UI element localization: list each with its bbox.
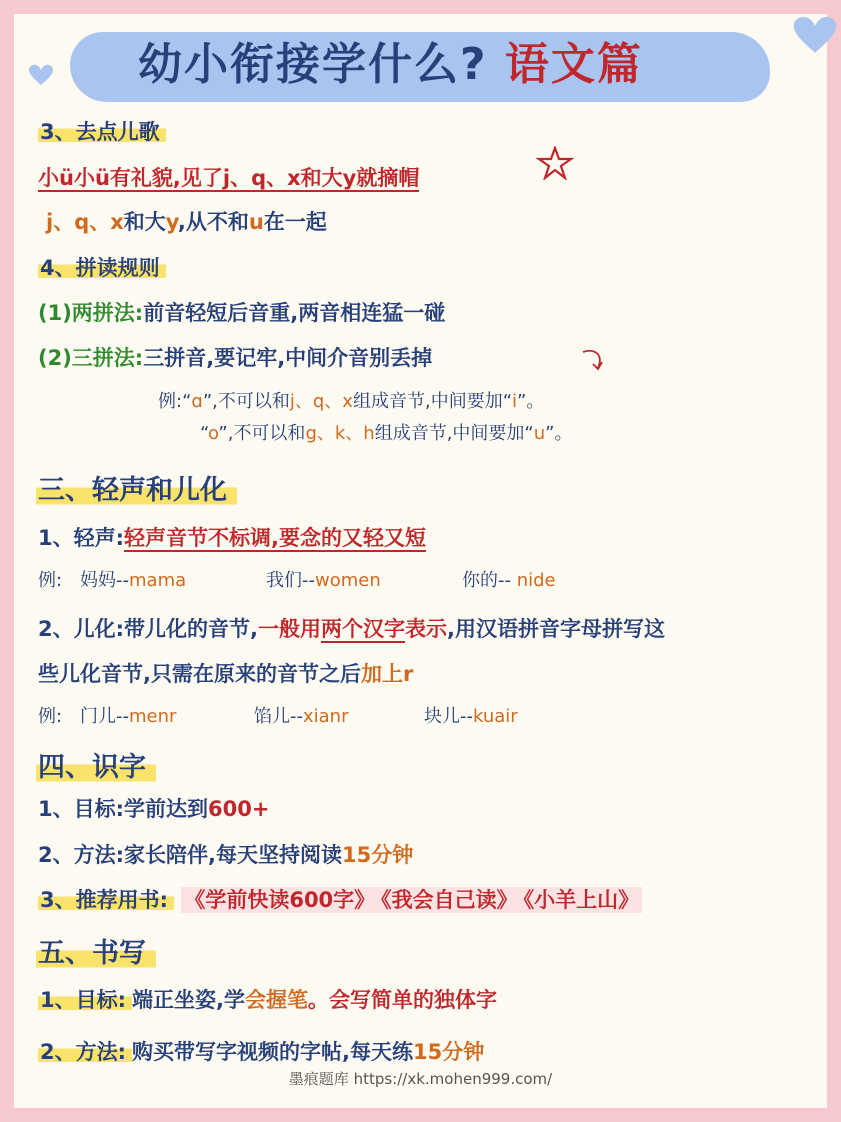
- example-item: 门儿--menr: [80, 706, 177, 727]
- title-subject: 语文篇: [504, 39, 643, 90]
- section-heading: 4、拼读规则: [38, 253, 166, 283]
- erhua-rule-2: 些儿化音节,只需在原来的音节之后加上r: [38, 662, 414, 686]
- literacy-goal: 1、目标:学前达到600+: [38, 797, 270, 821]
- example-line: 例:: [38, 706, 63, 727]
- example-line: “o”,不可以和g、k、h组成音节,中间要加“u”。: [200, 423, 573, 444]
- example-item: 块儿--kuair: [424, 706, 518, 727]
- erhua-rule: 2、儿化:带儿化的音节,一般用两个汉字表示,用汉语拼音字母拼写这: [38, 617, 665, 641]
- rule-two-spell: (1)两拼法:前音轻短后音重,两音相连猛一碰: [38, 301, 446, 325]
- section-heading: 3、去点儿歌: [38, 117, 166, 147]
- rhyme-line-2: j、q、x和大y,从不和u在一起: [46, 210, 327, 234]
- book-title: 《小羊上山》: [521, 887, 643, 913]
- recommended-books: 3、推荐用书: 《学前快读600字》 《我会自己读》 《小羊上山》: [38, 885, 642, 915]
- star-doodle-icon: [536, 146, 574, 180]
- writing-goal: 1、目标: 端正坐姿,学会握笔。会写简单的独体字: [40, 988, 497, 1012]
- footer-watermark: 墨痕题库 https://xk.mohen999.com/: [288, 1070, 553, 1088]
- part-heading: 五、书写: [36, 935, 156, 973]
- book-title: 《学前快读600字》: [181, 887, 378, 913]
- literacy-method: 2、方法:家长陪伴,每天坚持阅读15分钟: [38, 843, 414, 867]
- example-line: 例:: [38, 570, 63, 591]
- example-line: 例:“ɑ”,不可以和j、q、x组成音节,中间要加“i”。: [158, 391, 545, 412]
- example-item: 馅儿--xianr: [254, 706, 349, 727]
- example-item: 你的-- nide: [462, 570, 556, 591]
- example-item: 我们--women: [266, 570, 381, 591]
- part-heading: 四、识字: [36, 749, 156, 787]
- part-heading: 三、轻声和儿化: [36, 472, 237, 510]
- rule-three-spell: (2)三拼法:三拼音,要记牢,中间介音别丢掉: [38, 346, 433, 370]
- curved-arrow-icon: [580, 346, 610, 376]
- writing-method: 2、方法: 购买带写字视频的字帖,每天练15分钟: [40, 1040, 485, 1064]
- example-item: 妈妈--mama: [80, 570, 187, 591]
- book-title: 《我会自己读》: [378, 887, 521, 913]
- heart-icon: [28, 64, 54, 86]
- rhyme-line: 小ü小ü有礼貌,见了j、q、x和大y就摘帽: [38, 166, 420, 190]
- title-main: 幼小衔接学什么?: [138, 39, 488, 90]
- neutral-tone-rule: 1、轻声:轻声音节不标调,要念的又轻又短: [38, 526, 426, 550]
- heart-icon: [792, 14, 838, 56]
- page-title: [138, 34, 643, 96]
